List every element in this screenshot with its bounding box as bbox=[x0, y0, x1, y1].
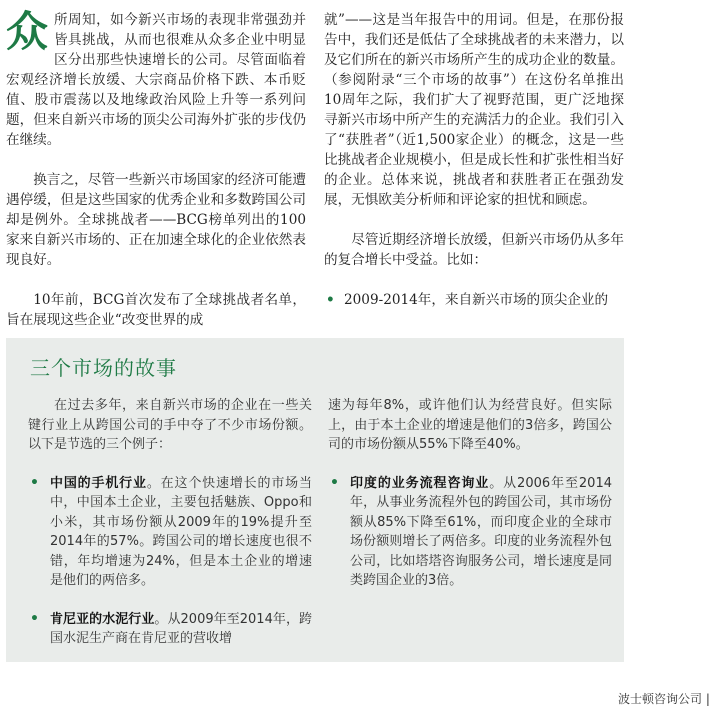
footer-text: 波士顿咨询公司 | bbox=[618, 692, 710, 706]
box-item-text: 。在这个快速增长的市场当中，中国本土企业，主要包括魅族、Oppo和小米，其市场份额从2009年的19%提升至2014年的57%。跨国公司的增长速度也很不错，年均增速为24%，但是本土企业的增速是他们的两倍多。 bbox=[50, 475, 312, 588]
box-item-text: 。从2006年至2014年，从事业务流程外包的跨国公司，其市场份额从85%下降至61%，而印度企业的全球市场份额则增长了两倍多。印度的业务流程外包公司，比如塔塔咨询服务公司，增长速度是同类跨国企业的3倍。 bbox=[350, 475, 612, 588]
paragraph-5: 尽管近期经济增长放缓，但新兴市场仍从多年的复合增长中受益。比如： bbox=[324, 232, 624, 268]
box-intro: 在过去多年，来自新兴市场的企业在一些关键行业上从跨国公司的手中夺了不少市场份额。以下是节选的三个例子： bbox=[28, 398, 312, 452]
bullet-text: 2009-2014年，来自新兴市场的顶尖企业的 bbox=[344, 292, 609, 308]
box-title: 三个市场的故事 bbox=[30, 356, 177, 380]
box-item-india bbox=[328, 474, 612, 591]
box-continuation: 速为每年8%，或许他们认为经营良好。但实际上，由于本土企业的增速是他们的3倍多，跨国公司的市场份额从55%下降至40%。 bbox=[328, 398, 612, 452]
paragraph-2: 换言之，尽管一些新兴市场国家的经济可能遭遇停缓，但是这些国家的优秀企业和多数跨国公司却是例外。全球挑战者——BCG榜单列出的100家来自新兴市场的、正在加速全球化的企业依然表现良好。 bbox=[6, 172, 306, 268]
bullet-icon: • bbox=[30, 474, 39, 491]
box-item-kenya bbox=[28, 610, 312, 649]
box-item-text: 。从2009年至2014年，跨国水泥生产商在肯尼亚的营收增 bbox=[50, 611, 312, 646]
box-item-heading: 中国的手机行业 bbox=[50, 475, 147, 491]
bullet-icon: • bbox=[326, 292, 335, 308]
bullet-item bbox=[324, 290, 624, 310]
sidebar-box bbox=[6, 338, 624, 662]
paragraph-1 bbox=[6, 7, 306, 150]
box-right-column bbox=[328, 396, 612, 591]
left-column bbox=[6, 7, 306, 330]
box-item-heading: 印度的业务流程咨询业 bbox=[350, 475, 490, 491]
paragraph-4: 就”——这是当年报告中的用词。但是，在那份报告中，我们还是低估了全球挑战者的未来潜力，以及它们所在的新兴市场所产生的成功企业的数量。（参阅附录“三个市场的故事”）在这份名单推出10周年之际，我们扩大了视野范围，更广泛地探寻新兴市场中所产生的充满活力的企业。我们引入了“获胜者”（近1,500家企业）的概念，这是一些比挑战者企业规模小，但是成长性和扩张性相当好的企业。总体来说，挑战者和获胜者正在强劲发展，无惧欧美分析师和评论家的担忧和顾虑。 bbox=[324, 12, 624, 208]
dropcap: 众 bbox=[6, 7, 49, 56]
paragraph-1-text: 所周知，如今新兴市场的表现非常强劲并皆具挑战，从而也很难从众多企业中明显区分出那些快速增长的公司。尽管面临着宏观经济增长放缓、大宗商品价格下跌、本币贬值、股市震荡以及地缘政治风险上升等一系列问题，但来自新兴市场的顶尖公司海外扩张的步伐仍在继续。 bbox=[6, 12, 306, 148]
bullet-icon: • bbox=[330, 474, 339, 491]
right-column bbox=[324, 10, 624, 310]
box-left-column bbox=[28, 396, 312, 649]
box-item-china bbox=[28, 474, 312, 591]
box-item-heading: 肯尼亚的水泥行业 bbox=[50, 611, 155, 627]
bullet-icon: • bbox=[30, 610, 39, 627]
paragraph-3: 10年前，BCG首次发布了全球挑战者名单，旨在展现这些企业“改变世界的成 bbox=[6, 292, 306, 328]
